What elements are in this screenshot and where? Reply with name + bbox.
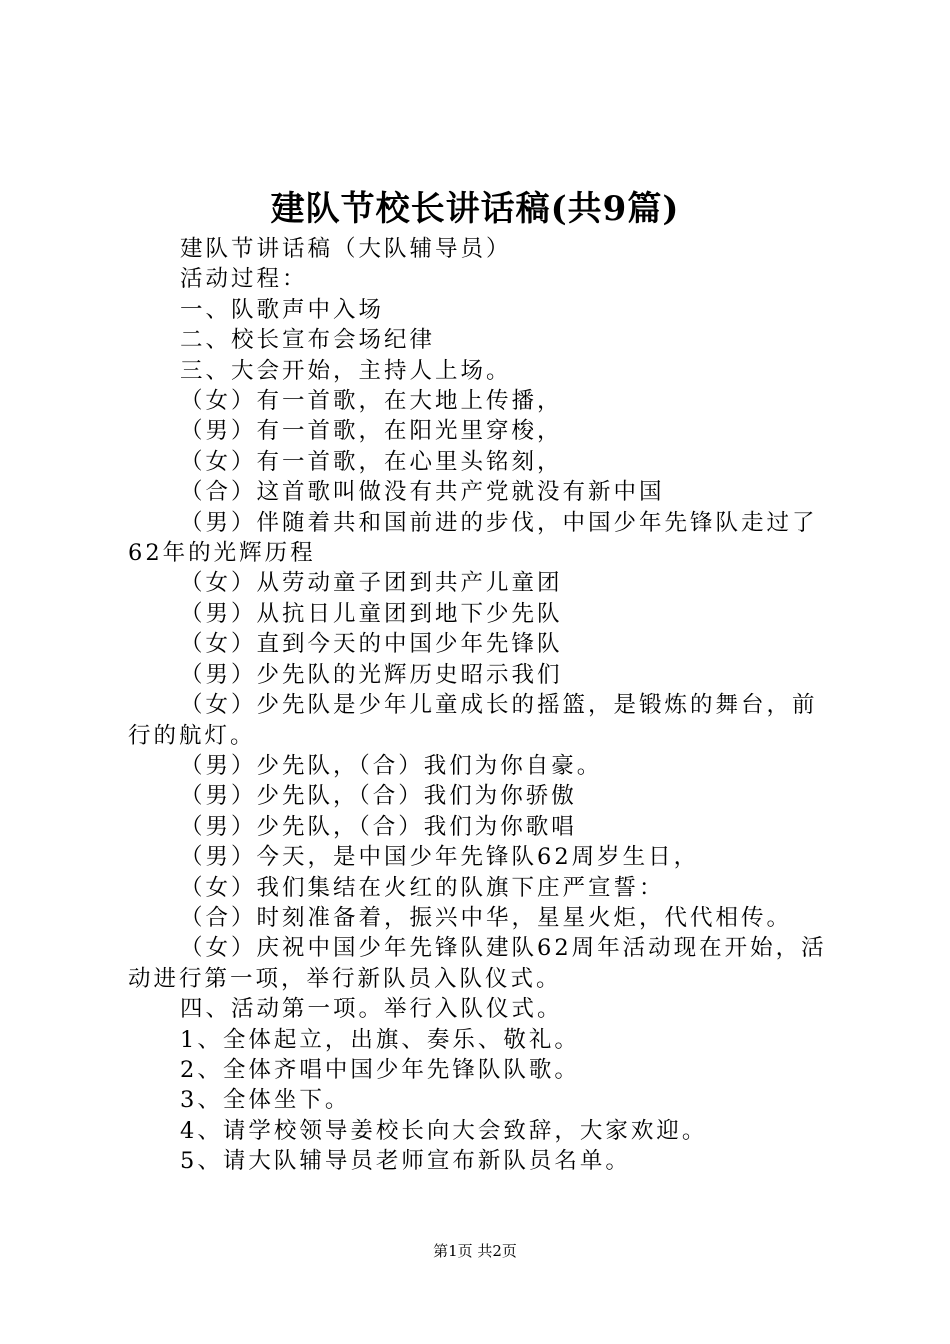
paragraph: 5、请大队辅导员老师宣布新队员名单。 — [180, 1148, 631, 1175]
paragraph: （男）伴随着共和国前进的步伐，中国少年先锋队走过了62年的光辉历程 — [128, 509, 818, 567]
paragraph: （男）少先队的光辉历史昭示我们 — [180, 661, 563, 688]
paragraph: （合）这首歌叫做没有共产党就没有新中国 — [180, 479, 665, 506]
paragraph: 4、请学校领导姜校长向大会致辞，大家欢迎。 — [180, 1117, 708, 1144]
page-footer: 第1页 共2页 — [433, 1242, 517, 1260]
paragraph: （女）有一首歌，在心里头铭刻， — [180, 448, 563, 475]
paragraph: （女）我们集结在火红的队旗下庄严宣誓： — [180, 874, 665, 901]
paragraph: 四、活动第一项。举行入队仪式。 — [180, 996, 563, 1023]
paragraph: 一、队歌声中入场 — [180, 296, 385, 323]
paragraph: （男）少先队，（合）我们为你歌唱 — [180, 813, 577, 840]
paragraph: 2、全体齐唱中国少年先锋队队歌。 — [180, 1056, 580, 1083]
paragraph: 1、全体起立，出旗、奏乐、敬礼。 — [180, 1026, 580, 1053]
paragraph: 建队节讲话稿（大队辅导员） — [180, 236, 512, 262]
paragraph: 三、大会开始，主持人上场。 — [180, 357, 512, 384]
paragraph: （女）从劳动童子团到共产儿童团 — [180, 570, 563, 597]
paragraph: （女）少先队是少年儿童成长的摇篮，是锻炼的舞台，前行的航灯。 — [128, 692, 818, 749]
paragraph: （男）少先队，（合）我们为你骄傲 — [180, 783, 577, 810]
paragraph: （女）直到今天的中国少年先锋队 — [180, 631, 563, 658]
paragraph: （女）庆祝中国少年先锋队建队62周年活动现在开始，活动进行第一项，举行新队员入队仪式。 — [128, 935, 827, 992]
paragraph: （男）今天，是中国少年先锋队62周岁生日， — [180, 844, 700, 871]
document-title: 建队节校长讲话稿(共9篇) — [270, 189, 680, 229]
paragraph: （女）有一首歌，在大地上传播， — [180, 388, 563, 415]
paragraph: （男）从抗日儿童团到地下少先队 — [180, 600, 563, 627]
paragraph: （男）有一首歌，在阳光里穿梭， — [180, 418, 563, 445]
paragraph: 3、全体坐下。 — [180, 1087, 351, 1114]
paragraph: （男）少先队，（合）我们为你自豪。 — [180, 752, 603, 779]
paragraph: 二、校长宣布会场纪律 — [180, 327, 436, 354]
document-body — [128, 234, 828, 1177]
paragraph: （合）时刻准备着，振兴中华，星星火炬，代代相传。 — [180, 904, 793, 931]
paragraph: 活动过程： — [180, 266, 308, 293]
